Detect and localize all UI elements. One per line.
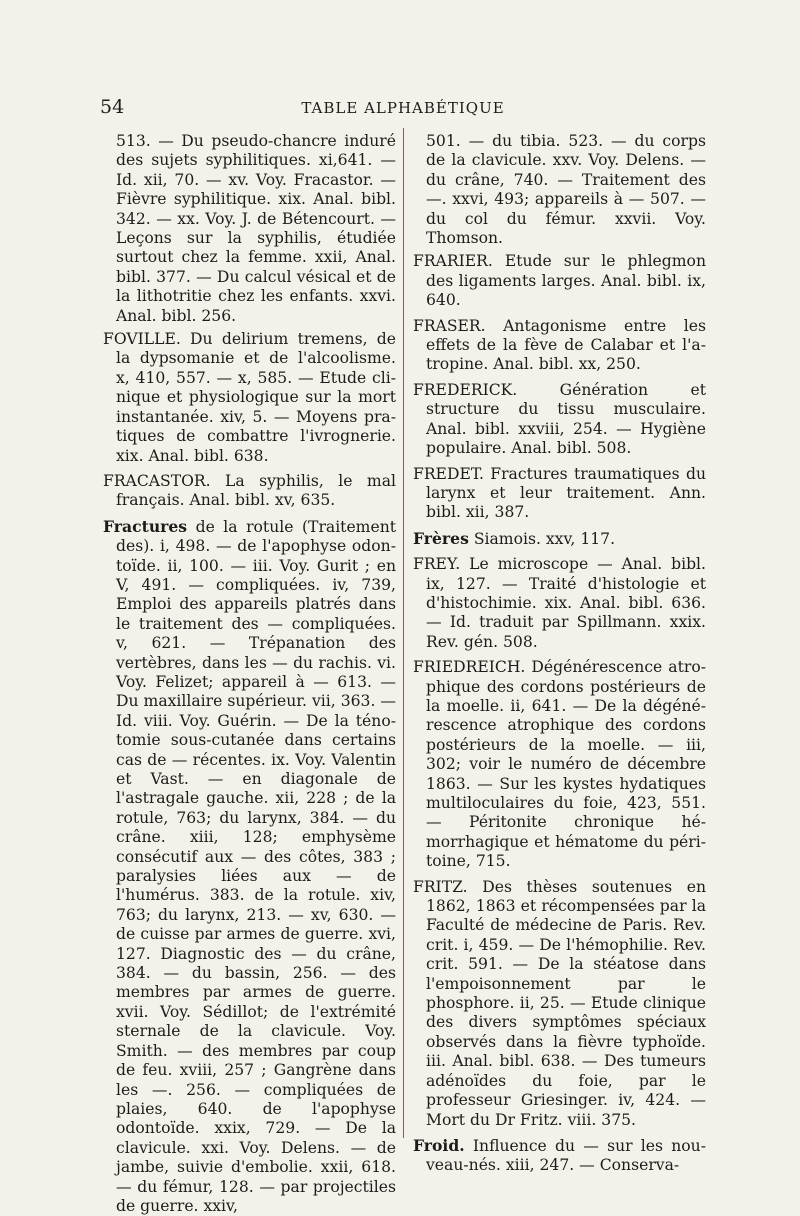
page-header [100, 96, 706, 120]
index-entry: Froid. Influence du — sur les nouveau-nés. xiii, 247. — Conserva- [413, 1135, 706, 1175]
index-entry: FRITZ. Des thèses soutenues en 1862, 1863 et récompensées par la Faculté de médecine de Paris. Rev. crit. i, 459. — De l'hémophilie. Rev. crit. 591. — De la stéatose dans l'empoisonnement par le phosphore. ii, 25. — Etude clinique des divers symptômes spéciaux observés dans la fièvre typhoïde. iii. Anal. bibl. 638. — Des tumeurs adénoïdes du foie, par le professeur Griesinger. iv, 424. — Mort du Dr Fritz. viii. 375. [413, 877, 706, 1129]
entry-heading: Fractures [103, 516, 188, 536]
index-entry: FRIEDREICH. Dégénérescence atrophique des cordons postérieurs de la moelle. ii, 641. — De la dégénérescence atrophique des cordons postérieurs de la moelle. — iii, 302; voir le numéro de décembre 1863. — Sur les kystes hydatiques multiloculaires du foie, 423, 551. — Péritonite chronique hémorrhagique et hématome du péritoine, 715. [413, 658, 706, 871]
index-entry: FRACASTOR. La syphilis, le mal français. Anal. bibl. xv, 635. [103, 471, 396, 510]
index-entry: FRARIER. Etude sur le phlegmon des ligaments larges. Anal. bibl. ix, 640. [413, 252, 706, 310]
index-entry: Frères Siamois. xxv, 117. [413, 528, 616, 548]
index-entry: FREDERICK. Génération et structure du tissu musculaire. Anal. bibl. xxviii, 254. — Hygiène populaire. Anal. bibl. 508. [413, 380, 706, 458]
left-column [103, 132, 396, 1215]
index-entry: FRASER. Antagonisme entre les effets de la fève de Calabar et l'atropine. Anal. bibl. xx, 250. [413, 316, 706, 374]
running-title: TABLE ALPHABÉTIQUE [301, 99, 505, 117]
index-entry: Fractures de la rotule (Traitement des). i, 498. — de l'apophyse odontoïde. ii, 100. — iii. Voy. Gurit ; en V, 491. — compliquées. iv, 739, Emploi des appareils platrés dans le traitement des — compliquées. v, 621. — Trépanation des vertèbres, dans les — du rachis. vi. Voy. Felizet; appareil à — 613. — Du maxillaire supérieur. vii, 363. — Id. viii. Voy. Guérin. — De la ténotomie sous-cutanée dans certains cas de — récentes. ix. Voy. Valentin et Vast. — en diagonale de l'astragale gauche. xii, 228 ; de la rotule, 763; du larynx, 384. — du crâne. xiii, 128; emphysème consécutif aux — des côtes, 383 ; paralysies liées aux — de l'humérus. 383. de la rotule. xiv, 763; du larynx, 213. — xv, 630. — de cuisse par armes de guerre. xvi, 127. Diagnostic des — du crâne, 384. — du bassin, 256. — des membres par armes de guerre. xvii. Voy. Sédillot; de l'extrémité sternale de la clavicule. Voy. Smith. — des membres par coup de feu. xviii, 257 ; Gangrène dans les —. 256. — compliquées de plaies, 640. de l'apophyse odontoïde. xxix, 729. — De la clavicule. xxi. Voy. Delens. — de jambe, suivie d'embolie. xxii, 618. — du fémur, 128. — par projectiles de guerre. xxiv, [103, 516, 396, 1215]
column-divider [403, 128, 404, 1138]
entry-heading: Froid. [413, 1135, 465, 1155]
index-entry: FREY. Le microscope — Anal. bibl. ix, 127. — Traité d'histologie et d'histochimie. xix. Anal. bibl. 636. — Id. traduit par Spillmann. xxix. Rev. gén. 508. [413, 555, 706, 651]
index-entry: FOVILLE. Du delirium tremens, de la dypsomanie et de l'alcoolisme. x, 410, 557. — x, 585. — Etude clinique et physiologique sur la mort instantanée. xiv, 5. — Moyens pratiques de combattre l'ivrognerie. xix. Anal. bibl. 638. [103, 330, 396, 465]
index-entry: FREDET. Fractures traumatiques du larynx et leur traitement. Ann. bibl. xii, 387. [413, 464, 706, 522]
index-entry: 513. — Du pseudo-chancre induré des sujets syphilitiques. xi,641. — Id. xii, 70. — xv. Voy. Fracastor. — Fièvre syphilitique. xix. Anal. bibl. 342. — xx. Voy. J. de Bétencourt. — Leçons sur la syphilis, étudiée surtout chez la femme. xxii, Anal. bibl. 377. — Du calcul vésical et de la lithotritie chez les enfants. xxvi. Anal. bibl. 256. [116, 132, 396, 325]
index-entry: 501. — du tibia. 523. — du corps de la clavicule. xxv. Voy. Delens. — du crâne, 740. — Traitement des —. xxvi, 493; appareils à — 507. — du col du fémur. xxvii. Voy. Thomson. [426, 132, 706, 248]
right-column [413, 132, 706, 1175]
entry-heading: Frères [413, 528, 469, 548]
page-number: 54 [100, 96, 125, 118]
